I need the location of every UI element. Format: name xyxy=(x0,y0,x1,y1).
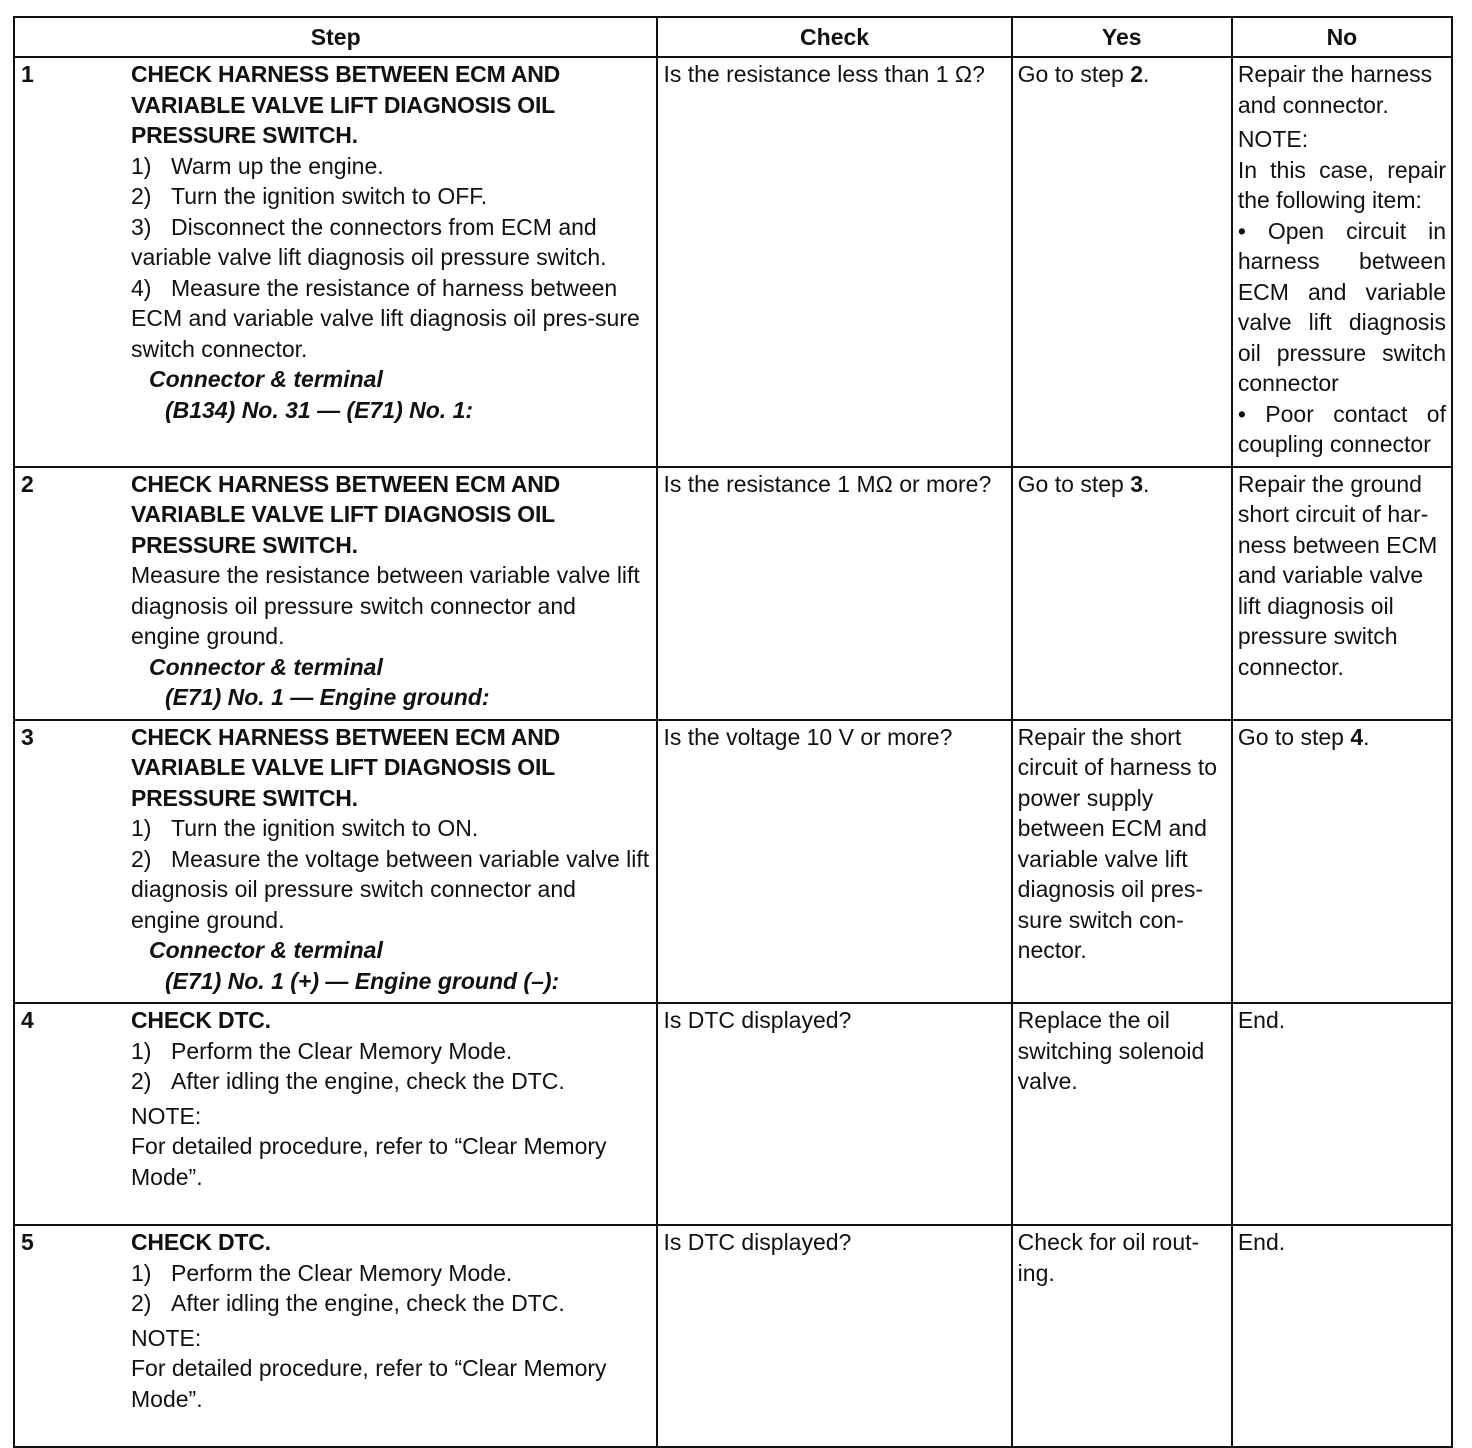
sub-step-text: Turn the ignition switch to ON. xyxy=(171,815,479,841)
no-text: Go to step xyxy=(1237,723,1351,750)
note-text: In this case, repair the following item: xyxy=(1237,156,1446,213)
step-title-line: PRESSURE SWITCH. xyxy=(131,122,358,148)
header-yes: Yes xyxy=(1012,17,1232,57)
step-title-line: VARIABLE VALVE LIFT DIAGNOSIS OIL xyxy=(131,754,556,780)
yes-cell xyxy=(1012,57,1232,467)
sub-step xyxy=(131,1288,651,1319)
note-text: For detailed procedure, refer to “Clear Memory Mode”. xyxy=(131,1133,607,1190)
step-cell xyxy=(14,1225,657,1447)
yes-cell: Check for oil rout-ing. xyxy=(1012,1225,1232,1447)
sub-step-number: 2) xyxy=(131,1290,152,1316)
sub-step xyxy=(131,212,651,273)
no-suffix: . xyxy=(1363,723,1370,750)
table-row xyxy=(14,467,1452,720)
no-cell: Repair the ground short circuit of har-ness between ECM and variable valve lift diagnosis oil pressure switch connector. xyxy=(1232,467,1452,720)
sub-step xyxy=(131,1258,651,1289)
table-row xyxy=(14,57,1452,467)
step-cell xyxy=(14,720,657,1004)
step-title xyxy=(131,469,651,561)
yes-step-ref[interactable]: 3 xyxy=(1130,470,1143,497)
step-title-line: PRESSURE SWITCH. xyxy=(131,784,358,811)
sub-step-text: Perform the Clear Memory Mode. xyxy=(171,1259,513,1286)
check-cell: Is DTC displayed? xyxy=(657,1225,1011,1447)
check-cell: Is the resistance less than 1 Ω? xyxy=(657,57,1011,467)
table-row xyxy=(14,1003,1452,1225)
step-title-line: PRESSURE SWITCH. xyxy=(131,531,358,558)
step-body xyxy=(131,722,651,997)
step-title: CHECK DTC. xyxy=(131,1007,271,1033)
connector-terminal-value: (E71) No. 1 (+) — Engine ground (–): xyxy=(165,967,560,994)
no-cell xyxy=(1232,57,1452,467)
step-number: 4 xyxy=(21,1007,34,1033)
step-body xyxy=(131,469,651,713)
step-title-line: VARIABLE VALVE LIFT DIAGNOSIS OIL xyxy=(131,91,556,118)
sub-step xyxy=(131,844,651,936)
connector-label: Connector & terminal xyxy=(149,937,383,963)
table-row xyxy=(14,720,1452,1004)
sub-step xyxy=(131,1036,651,1067)
step-number: 5 xyxy=(21,1229,34,1255)
sub-step xyxy=(131,273,651,365)
no-step-ref[interactable]: 4 xyxy=(1350,723,1364,750)
step-text: Measure the resistance between variable valve lift diagnosis oil pressure switch connector and engine ground. xyxy=(131,562,640,649)
no-text: Repair the harness and connector. xyxy=(1237,61,1433,118)
header-step: Step xyxy=(14,17,657,57)
sub-step-text: After idling the engine, check the DTC. xyxy=(171,1290,565,1316)
note-label: NOTE: xyxy=(1237,126,1309,152)
table-header-row xyxy=(14,17,1452,57)
sub-step-text: Warm up the engine. xyxy=(171,152,384,179)
sub-step xyxy=(131,151,651,182)
step-title-line: CHECK HARNESS BETWEEN ECM AND xyxy=(131,723,561,750)
note-label: NOTE: xyxy=(131,1324,202,1351)
sub-step-number: 4) xyxy=(131,274,152,301)
sub-step-number: 1) xyxy=(131,1259,152,1286)
step-title xyxy=(131,59,651,151)
sub-step-text: Disconnect the connectors from ECM and variable valve lift diagnosis oil pressure switch. xyxy=(131,213,607,270)
check-cell: Is the voltage 10 V or more? xyxy=(657,720,1011,1004)
step-cell xyxy=(14,467,657,720)
sub-step-number: 2) xyxy=(131,183,152,209)
sub-step-number: 3) xyxy=(131,213,152,240)
step-number: 3 xyxy=(21,723,34,750)
check-cell: Is the resistance 1 MΩ or more? xyxy=(657,467,1011,720)
diagnostic-table xyxy=(13,16,1453,1448)
connector-terminal-value: (E71) No. 1 — Engine ground: xyxy=(165,684,490,710)
yes-step-ref[interactable]: 2 xyxy=(1130,61,1143,87)
step-cell xyxy=(14,1003,657,1225)
step-number: 2 xyxy=(21,470,34,497)
step-number: 1 xyxy=(21,61,34,87)
sub-step-number: 1) xyxy=(131,1037,152,1064)
no-cell xyxy=(1232,720,1452,1004)
step-title-line: CHECK HARNESS BETWEEN ECM AND xyxy=(131,61,561,87)
header-check: Check xyxy=(657,17,1011,57)
sub-step-text: Turn the ignition switch to OFF. xyxy=(171,183,488,209)
yes-cell xyxy=(1012,467,1232,720)
no-cell: End. xyxy=(1232,1225,1452,1447)
header-no: No xyxy=(1232,17,1452,57)
sub-step xyxy=(131,181,651,212)
yes-suffix: . xyxy=(1142,470,1150,497)
step-title-line: VARIABLE VALVE LIFT DIAGNOSIS OIL xyxy=(131,501,556,527)
connector-label: Connector & terminal xyxy=(149,366,383,392)
note-label: NOTE: xyxy=(131,1102,202,1129)
step-title-line: CHECK HARNESS BETWEEN ECM AND xyxy=(131,470,561,497)
yes-text: Go to step xyxy=(1017,470,1131,497)
yes-suffix: . xyxy=(1142,61,1150,87)
note-bullet: • Open circuit in harness between ECM and variable valve lift diagnosis oil pressure switch connector xyxy=(1237,217,1446,396)
yes-cell: Repair the short circuit of harness to power supply between ECM and variable valve lift diagnosis oil pres-sure switch con-nector. xyxy=(1012,720,1232,1004)
sub-step-number: 1) xyxy=(131,152,152,179)
step-title: CHECK DTC. xyxy=(131,1229,271,1255)
sub-step xyxy=(131,1066,651,1097)
step-body xyxy=(131,1005,651,1192)
yes-cell: Replace the oil switching solenoid valve. xyxy=(1012,1003,1232,1225)
table-row xyxy=(14,1225,1452,1447)
no-cell: End. xyxy=(1232,1003,1452,1225)
note-bullet: • Poor contact of coupling connector xyxy=(1237,400,1446,457)
check-cell: Is DTC displayed? xyxy=(657,1003,1011,1225)
sub-step-number: 2) xyxy=(131,845,152,872)
step-title xyxy=(131,722,651,814)
sub-step xyxy=(131,813,651,844)
sub-step-text: After idling the engine, check the DTC. xyxy=(171,1068,565,1094)
sub-step-text: Perform the Clear Memory Mode. xyxy=(171,1037,513,1064)
step-cell xyxy=(14,57,657,467)
sub-step-text: Measure the resistance of harness between ECM and variable valve lift diagnosis oil pres-sure switch connector. xyxy=(131,274,640,362)
yes-text: Go to step xyxy=(1017,61,1131,87)
sub-step-number: 1) xyxy=(131,815,152,841)
sub-step-text: Measure the voltage between variable valve lift diagnosis oil pressure switch connector and engine ground. xyxy=(131,845,650,933)
step-body xyxy=(131,1227,651,1414)
step-body xyxy=(131,59,651,425)
connector-terminal-value: (B134) No. 31 — (E71) No. 1: xyxy=(165,396,474,423)
note-text: For detailed procedure, refer to “Clear Memory Mode”. xyxy=(131,1355,607,1412)
sub-step-number: 2) xyxy=(131,1068,152,1094)
connector-label: Connector & terminal xyxy=(149,653,383,680)
